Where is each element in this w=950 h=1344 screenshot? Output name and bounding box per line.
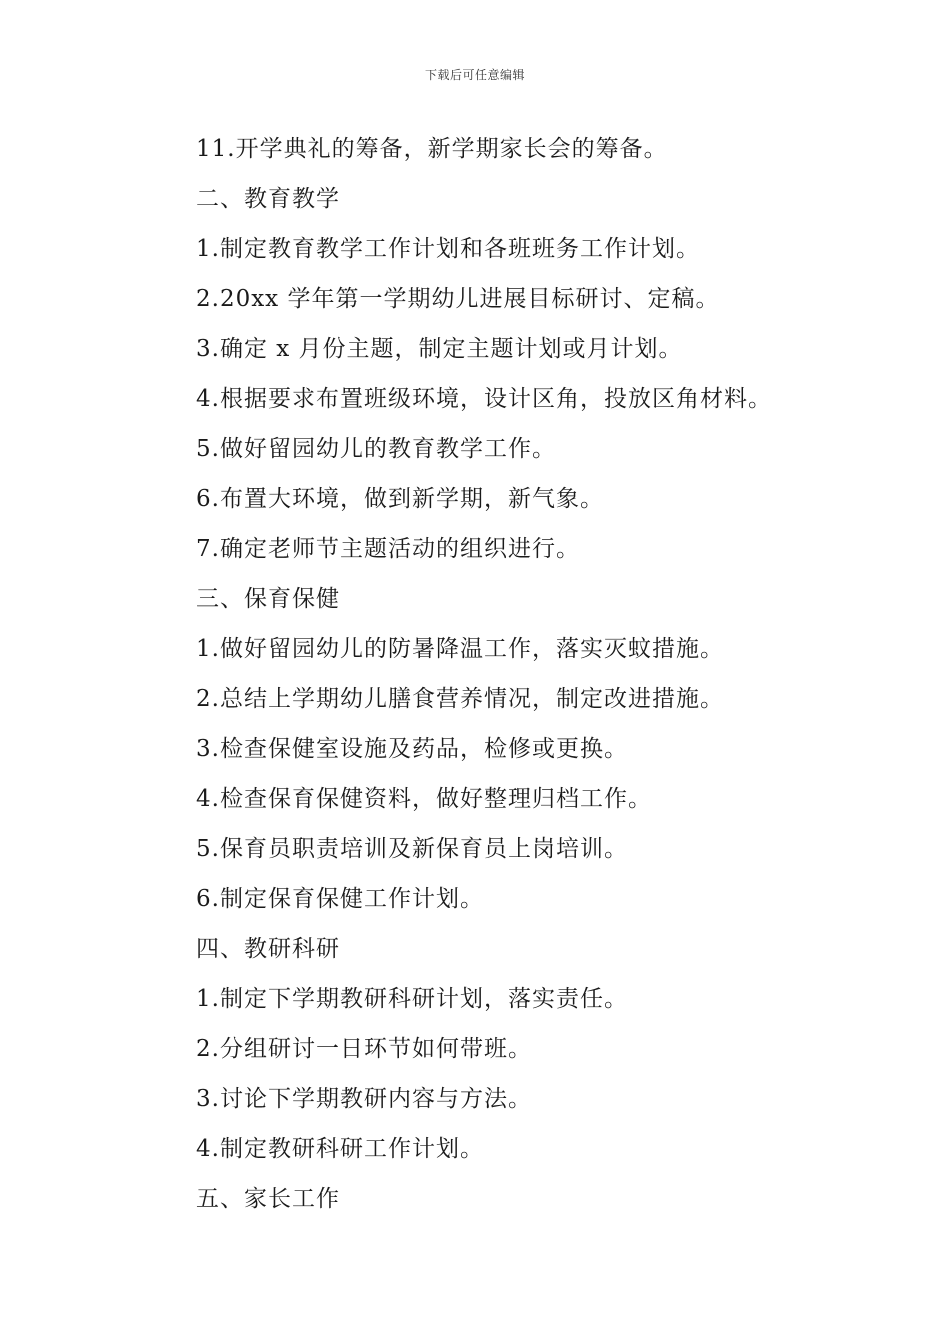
section-heading: 三、保育保健 bbox=[196, 586, 340, 612]
document-body bbox=[196, 124, 836, 1224]
section-heading: 二、教育教学 bbox=[196, 186, 340, 212]
list-item: 1.制定教育教学工作计划和各班班务工作计划。 bbox=[196, 236, 700, 262]
list-item: 3.讨论下学期教研内容与方法。 bbox=[196, 1086, 532, 1112]
list-item: 5.保育员职责培训及新保育员上岗培训。 bbox=[196, 836, 628, 862]
list-item: 2.总结上学期幼儿膳食营养情况，制定改进措施。 bbox=[196, 686, 724, 712]
list-item: 2.20xx 学年第一学期幼儿进展目标研讨、定稿。 bbox=[196, 286, 720, 312]
list-item: 11.开学典礼的筹备，新学期家长会的筹备。 bbox=[196, 136, 668, 162]
list-item: 3.确定 x 月份主题，制定主题计划或月计划。 bbox=[196, 336, 683, 362]
section-heading: 五、家长工作 bbox=[196, 1186, 340, 1212]
list-item: 4.制定教研科研工作计划。 bbox=[196, 1136, 484, 1162]
list-item: 1.制定下学期教研科研计划，落实责任。 bbox=[196, 986, 628, 1012]
list-item: 6.布置大环境，做到新学期，新气象。 bbox=[196, 486, 604, 512]
list-item: 4.根据要求布置班级环境，设计区角，投放区角材料。 bbox=[196, 386, 772, 412]
list-item: 3.检查保健室设施及药品，检修或更换。 bbox=[196, 736, 628, 762]
page-header: 下载后可任意编辑 bbox=[424, 68, 525, 82]
list-item: 1.做好留园幼儿的防暑降温工作，落实灭蚊措施。 bbox=[196, 636, 724, 662]
section-heading: 四、教研科研 bbox=[196, 936, 340, 962]
list-item: 2.分组研讨一日环节如何带班。 bbox=[196, 1036, 532, 1062]
list-item: 6.制定保育保健工作计划。 bbox=[196, 886, 484, 912]
list-item: 5.做好留园幼儿的教育教学工作。 bbox=[196, 436, 556, 462]
list-item: 4.检查保育保健资料，做好整理归档工作。 bbox=[196, 786, 652, 812]
list-item: 7.确定老师节主题活动的组织进行。 bbox=[196, 536, 580, 562]
